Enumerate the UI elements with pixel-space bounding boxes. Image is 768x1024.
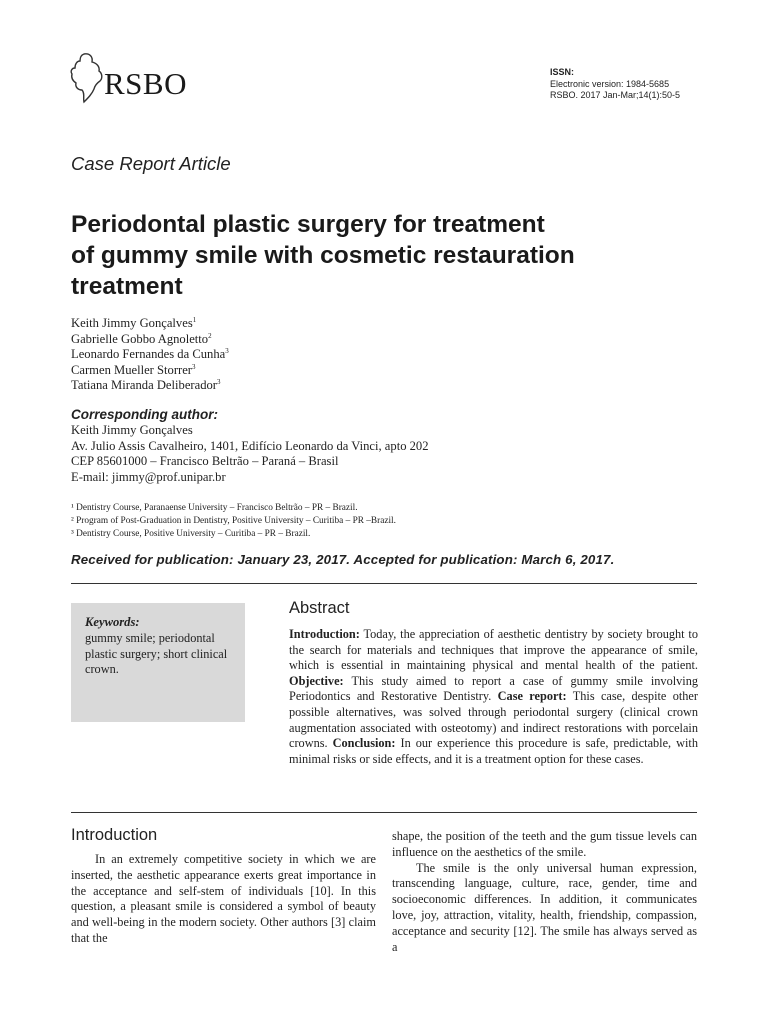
issn-label: ISSN: (550, 67, 575, 77)
author: Tatiana Miranda Deliberador$^3$ (71, 378, 221, 393)
brazil-map-icon (66, 52, 108, 104)
body-paragraph: In an extremely competitive society in which we are inserted, the aesthetic appearance exerts great importance in the acceptance and self-stem of individuals [10]. In this question, a pleasant smile is considered a symbol of beauty and well-being in the modern society. Other authors [3] claim that the (71, 852, 376, 945)
corresponding-author-details (71, 423, 429, 485)
body-paragraph: The smile is the only universal human expression, transcending language, culture, race, gender, time and socioeconomic differences. In addition, it communicates love, joy, attraction, vitality, health, friendship, compassion, acceptance and security [12]. The smile has always served as a (392, 860, 697, 954)
affiliation-list (71, 502, 396, 541)
keywords-text: gummy smile; periodontal plastic surgery; short clinical crown. (85, 631, 228, 677)
abstract-intro-label: Introduction: (289, 627, 360, 641)
introduction-heading: Introduction (71, 826, 158, 844)
title-line: treatment (71, 273, 183, 300)
affiliation: ² Program of Post-Graduation in Dentistry, Positive University – Curitiba – PR –Brazil. (71, 516, 396, 526)
author: Keith Jimmy Gonçalves$^1$ (71, 316, 197, 330)
author: Gabrielle Gobbo Agnoletto$^2$ (71, 331, 212, 346)
abstract-objective-text: This study aimed to report a case of gummy smile involving Periodontics and Restorative Dentistry. (289, 673, 698, 704)
article-type: Case Report Article (71, 153, 231, 174)
abstract-conclusion-label: Conclusion: (332, 736, 396, 751)
electronic-version: Electronic version: 1984-5685 (550, 78, 670, 89)
corresponding-address: Av. Julio Assis Cavalheiro, 1401, Edifício Leonardo da Vinci, apto 202 (71, 438, 429, 453)
publication-dates: Received for publication: January 23, 2017. Accepted for publication: March 6, 2017. (71, 552, 615, 567)
abstract-conclusion-text: In our experience this procedure is safe, predictable, with minimal risks or side effects, and it is a treatment option for these cases. (289, 736, 698, 766)
keywords-label: Keywords: (85, 615, 140, 629)
abstract-case-label: Case report: (497, 689, 567, 704)
article-title (71, 209, 711, 302)
abstract-heading: Abstract (289, 599, 350, 617)
abstract-case-text: This case, despite other possible alternatives, was solved through periodontal surgery (clinical crown augmentation associated with osteotomy) and indirect restorations with porcelain crowns. (289, 689, 698, 751)
divider (71, 812, 697, 813)
journal-logo-text: RSBO (104, 66, 187, 101)
corresponding-postal: CEP 85601000 – Francisco Beltrão – Paraná – Brasil (71, 454, 339, 469)
title-line: Periodontal plastic surgery for treatment (71, 211, 545, 238)
issn-block (550, 67, 750, 102)
introduction-left-column (71, 852, 376, 947)
author-list (71, 316, 229, 394)
author: Leonardo Fernandes da Cunha$^3$ (71, 347, 229, 362)
body-paragraph: shape, the position of the teeth and the gum tissue levels can influence on the aesthetics of the smile. (392, 829, 697, 859)
corresponding-name: Keith Jimmy Gonçalves (71, 423, 193, 437)
abstract-intro-text: Today, the appreciation of aesthetic dentistry by society brought to the search for materials and techniques that improve the appearance of smile, which is essential in maintaining physical and mental health of the patient. (289, 627, 698, 673)
citation: RSBO. 2017 Jan-Mar;14(1):50-5 (550, 90, 681, 100)
divider (71, 583, 697, 584)
abstract-body (289, 627, 698, 767)
introduction-right-column (392, 829, 697, 955)
affiliation: ¹ Dentistry Course, Paranaense University – Francisco Beltrão – PR – Brazil. (71, 503, 358, 513)
affiliation: ³ Dentistry Course, Positive University – Curitiba – PR – Brazil. (71, 529, 311, 539)
corresponding-email[interactable]: E-mail: jimmy@prof.unipar.br (71, 469, 226, 484)
corresponding-author-label: Corresponding author: (71, 407, 218, 422)
keywords-box (71, 603, 245, 722)
author: Carmen Mueller Storrer$^3$ (71, 362, 196, 377)
journal-logo (66, 52, 226, 104)
abstract-objective-label: Objective: (289, 673, 344, 688)
title-line: of gummy smile with cosmetic restauration (71, 242, 575, 269)
